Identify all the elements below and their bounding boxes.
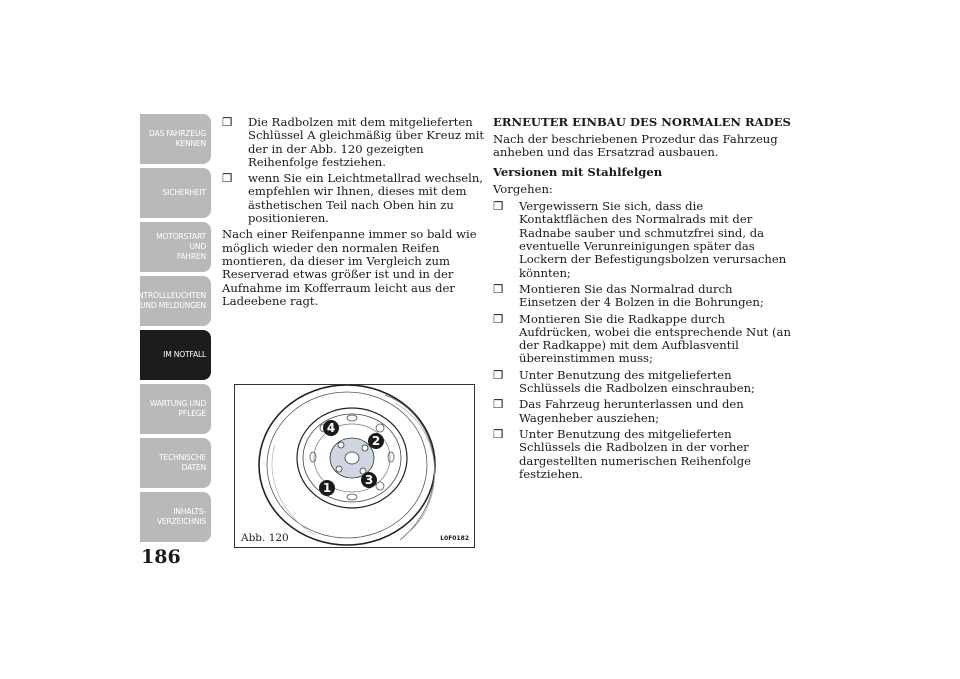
page-number: 186 [141, 546, 181, 568]
tab-das-fahrzeug-kennen[interactable]: DAS FAHRZEUG KENNEN [140, 114, 211, 164]
tab-sicherheit[interactable]: SICHERHEIT [140, 168, 211, 218]
list-item-text: Die Radbolzen mit dem mitgelieferten Schlüssel A gleichmäßig über Kreuz mit der in der Abb. 120 gezeigten Reihenfolge festziehen. [248, 115, 485, 169]
list-item [493, 313, 793, 366]
tab-technische-daten[interactable]: TECHNISCHE DATEN [140, 438, 211, 488]
section-heading: ERNEUTER EINBAU DES NORMALEN RADES [493, 115, 791, 129]
bolt-label-2: 2 [371, 434, 381, 448]
list-item [493, 283, 793, 310]
checkbox-bullet-icon: ❒ [493, 397, 504, 412]
tab-motorstart-und-fahren[interactable]: MOTORSTART UND FAHREN [140, 222, 211, 272]
bolt-label-4: 4 [326, 421, 336, 435]
tab-wartung-und-pflege[interactable]: WARTUNG UND PFLEGE [140, 384, 211, 434]
body-paragraph: Nach einer Reifenpanne immer so bald wie möglich wieder den normalen Reifen montieren, da dieser im Vergleich zum Reserverad etwas größer ist und in der Aufnahme im Kofferraum leicht aus der Ladeebene ragt. [222, 227, 477, 308]
right-column [493, 116, 793, 484]
list-item-text: Unter Benutzung des mitgelieferten Schlüssels die Radbolzen einschrauben; [519, 367, 755, 396]
bolt-label-1: 1 [322, 481, 332, 495]
list-item-text: Montieren Sie die Radkappe durch Aufdrücken, wobei die entsprechende Nut (an der Radkappe) mit dem Aufblasventil übereinstimmen muss; [519, 311, 791, 366]
checkbox-bullet-icon: ❒ [222, 171, 233, 186]
list-item-text: wenn Sie ein Leichtmetallrad wechseln, empfehlen wir Ihnen, dieses mit dem ästhetischen Teil nach Oben hin zu positionieren. [248, 171, 484, 226]
intro-paragraph: Nach der beschriebenen Prozedur das Fahrzeug anheben und das Ersatzrad ausbauen. [493, 132, 778, 160]
wheel-illustration [235, 385, 474, 547]
bolt-label-3: 3 [364, 473, 374, 487]
figure-caption: Abb. 120 [241, 532, 289, 544]
checkbox-bullet-icon: ❒ [493, 281, 504, 296]
checkbox-bullet-icon: ❒ [493, 426, 504, 441]
list-item-text: Das Fahrzeug herunterlassen und den Wagenheber ausziehen; [519, 397, 744, 425]
figure-code: L0F0182 [440, 535, 469, 542]
left-column [222, 116, 490, 312]
checkbox-bullet-icon: ❒ [493, 199, 504, 214]
list-item-text: Vergewissern Sie sich, dass die Kontaktflächen des Normalrads mit der Radnabe sauber und schmutzfrei sind, da eventuelle Verunreinigungen später das Lockern der Befestigungsbolzen verursachen könnten; [519, 199, 787, 280]
list-item [493, 428, 793, 481]
checkbox-bullet-icon: ❒ [493, 367, 504, 382]
figure-wheel-bolts [234, 384, 475, 548]
tab-kontrollleuchten[interactable]: KONTROLLLEUCHTEN UND MELDUNGEN [140, 276, 211, 326]
list-item [493, 369, 793, 396]
list-item [222, 172, 490, 225]
list-item [493, 200, 793, 280]
list-item [222, 116, 490, 169]
procedure-label: Vorgehen: [493, 181, 553, 196]
list-item [493, 398, 793, 425]
checkbox-bullet-icon: ❒ [493, 311, 504, 326]
list-item-text: Montieren Sie das Normalrad durch Einsetzen der 4 Bolzen in die Bohrungen; [519, 281, 764, 310]
subsection-heading: Versionen mit Stahlfelgen [493, 164, 663, 179]
list-item-text: Unter Benutzung des mitgelieferten Schlüssels die Radbolzen in der vorher dargestellten numerischen Reihenfolge festziehen. [519, 426, 752, 481]
checkbox-bullet-icon: ❒ [222, 115, 233, 129]
tab-inhaltsverzeichnis[interactable]: INHALTS- VERZEICHNIS [140, 492, 211, 542]
tab-im-notfall[interactable]: IM NOTFALL [140, 330, 211, 380]
